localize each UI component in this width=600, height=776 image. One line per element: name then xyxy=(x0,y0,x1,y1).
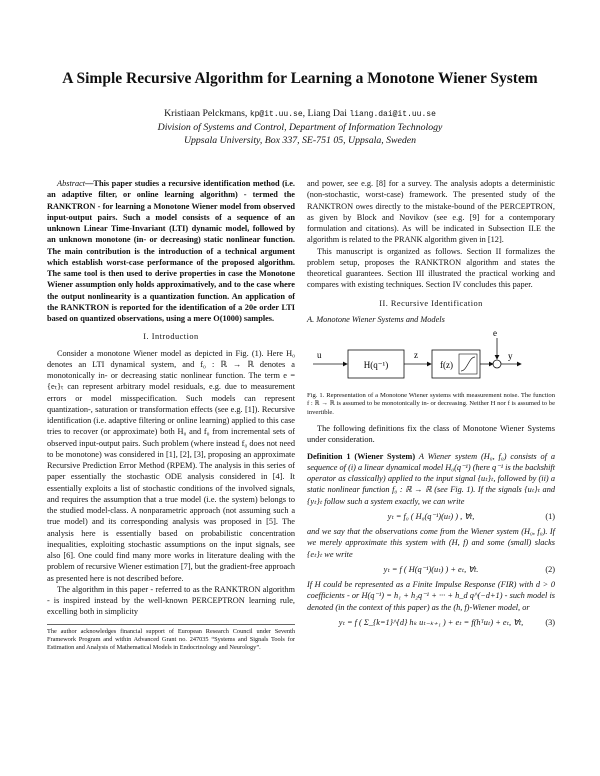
label-y: y xyxy=(508,351,513,361)
author-email-1: kp@it.uu.se xyxy=(249,110,303,119)
equation-2-number: (2) xyxy=(545,564,555,574)
equation-1-number: (1) xyxy=(545,511,555,521)
h-block-label: H(q⁻¹) xyxy=(363,360,389,370)
equation-3 xyxy=(307,617,555,628)
definition-text-2: and we say that the observations come from the Wiener system (H₀, f₀). If we merely approximate this system with (H, f) and some (small) slacks {eₜ}ₜ we write xyxy=(307,527,555,559)
author-block xyxy=(0,107,600,147)
paper-title: A Simple Recursive Algorithm for Learning a Monotone Wiener System xyxy=(62,70,538,87)
author-name-1: Kristiaan Pelckmans, xyxy=(164,108,248,119)
wiener-system-diagram xyxy=(307,328,555,390)
author-email-2: liang.dai@it.uu.se xyxy=(349,110,436,119)
affiliation-2: Uppsala University, Box 337, SE-751 05, Uppsala, Sweden xyxy=(183,135,417,146)
author-separator: , xyxy=(302,108,306,119)
definition-1 xyxy=(307,451,555,507)
equation-3-number: (3) xyxy=(545,617,555,627)
sigmoid-curve xyxy=(461,357,475,371)
footnote: The author acknowledges financial support of European Research Council under Seventh Framework Program and within Advanced Grant no. 247035 “Systems and Signals Tools for Estimation and Analysis of Mathematical Models in Endocrinology and Neurology”. xyxy=(47,624,295,652)
right-column xyxy=(307,178,555,632)
definition-text: A Wiener system (H₀, f₀) consists of a sequence of (i) a linear dynamical model H₀(q⁻¹) (here q⁻¹ is the backshift operator as classically) applied to the input signal {uₜ}ₜ, followed by (ii) a static nonlinear function f₀ : ℝ → ℝ (see Fig. 1). If the signals {uₜ}ₜ and {yₜ}ₜ follow such a system exactly, we can write xyxy=(307,451,555,506)
right-paragraph-2: This manuscript is organized as follows. Section II formalizes the problem setup, proposes the RANKTRON algorithm and states the theoretical guarantees. Section III illustrated the practical working and compares with existing techniques. Section IV concludes this paper. xyxy=(307,246,555,290)
equation-3-body: yₜ = f ( Σ_{k=1}^{d} hₖ uₜ₋ₖ₊₁ ) + eₜ = f(hᵀuₜ) + eₜ, ∀t, xyxy=(338,617,524,627)
definition-label: Definition 1 (Wiener System) xyxy=(307,451,416,461)
author-name-2: Liang Dai xyxy=(307,108,347,119)
right-paragraph-3: The following definitions fix the class of Monotone Wiener Systems under consideration. xyxy=(307,424,555,445)
affiliation-1: Division of Systems and Control, Department of Information Technology xyxy=(157,122,443,133)
equation-2-body: yₜ = f ( H(q⁻¹)(uₜ) ) + eₜ, ∀t. xyxy=(383,564,479,574)
f-block-label: f(z) xyxy=(440,360,453,370)
right-paragraph-1: and power, see e.g. [8] for a survey. The analysis adopts a deterministic (non-stochastic, worst-case) framework. The presented study of the RANKTRON owes directly to the mistake-bound of the PERCEPTRON, as given by Block and Novikov (see e.g. [9] for a contemporary formulation and citations). As will be indicated in Subsection II.E the algorithm is related to the PRANK algorithm given in [12]. xyxy=(307,179,555,245)
label-z: z xyxy=(414,350,418,360)
equation-1-body: yₜ = f₀ ( H₀(q⁻¹)(uₜ) ) , ∀t, xyxy=(387,511,475,521)
subsection-heading-a: A. Monotone Wiener Systems and Models xyxy=(307,314,445,324)
sum-node xyxy=(493,360,501,368)
intro-paragraph-2: The algorithm in this paper - referred to as the RANKTRON algorithm - is inspired instead by the well-known PERCEPTRON learning rule, excelling both in simplicity xyxy=(47,584,295,617)
label-e: e xyxy=(493,328,497,338)
intro-paragraph-1: Consider a monotone Wiener model as depicted in Fig. (1). Here H₀ denotes an LTI dynamical system, and f₀ : ℝ → ℝ denotes a monotonically in- or decreasing static nonlinear function. The term e = {eₜ}ₜ can represent arbitrary model residuals, e.g. due to measurement errors or model misspecification. Such models can represent quantization-, saturation or transformation effects (see e.g. [1]). Recursive identification (i.e. adaptive filtering or online learning) applied to this case tries to recover (or approximate) both H₀ and f₀ from incremental sets of observed input-output pairs. Such problem (where instead f₀ does not need to be monotone) was considered in [1], [2], [3], proposing an approximate Recursive Prediction Error Method (RPEM). The analysis in this series of paper essentially the stochastic ODE analysis considered in [4]. It essentially exploits a list of stochastic conditions of the involved signals, and requires the assumption that a true model (i.e. the system) belongs to the studied model-class. A nonparametric approach (not assuming such a true model) and its corresponding analysis was proposed in [5]. The analysis here is essentially based on probabilistic concentration inequalities, exploiting stochastic assumptions on the input signals, see also [6]. One could find many more works in literature dealing with the problem of recursive Wiener estimation [7], but the gradient-free approach as presented here is not described before. xyxy=(47,348,295,583)
label-u: u xyxy=(317,350,322,360)
definition-text-3: If H could be represented as a Finite Impulse Response (FIR) with d > 0 coefficients - or H(q⁻¹) = h₁ + h₂q⁻¹ + ··· + h_d q^(−d+1) - such model is denoted (in the context of this paper) as the (h, f)-Wiener model, or xyxy=(307,580,555,612)
abstract-label: Abstract xyxy=(57,179,86,188)
abstract-text: —This paper studies a recursive identification method (i.e. an adaptive filter, or online learning algorithm) - termed the RANKTRON - for learning a Monotone Wiener model from observed input-output pairs. Such a model consists of a sequence of an unknown Linear Time-Invariant (LTI) dynamic model, followed by an unknown monotone (in- or decreasing) static nonlinear function. The main contribution is the introduction of a technical argument which establish worst-case performance of the proposed algorithm. The same tool is then used to derive properties in case the Monotone Wiener assumption only holds approximatively, and to the case where the output nonlinearity is a quantization function. An application of the RANKTRON is reported for the identification of a 20e order LTI based on quantized observations, using a mere O(1000) samples. xyxy=(47,179,295,323)
figure-1-caption: Fig. 1. Representation of a Monotone Wiener systems with measurement noise. The function f : ℝ → ℝ is assumed to be monotonically in- or decreasing. Neither H nor f is assumed to be invertible. xyxy=(307,392,555,416)
section-heading-recursive-identification: II. Recursive Identification xyxy=(379,298,483,308)
equation-2 xyxy=(307,564,555,575)
section-heading-introduction: I. Introduction xyxy=(143,332,199,342)
left-column xyxy=(47,178,295,652)
abstract xyxy=(47,178,295,324)
figure-1-diagram xyxy=(307,328,555,390)
equation-1 xyxy=(307,511,555,522)
